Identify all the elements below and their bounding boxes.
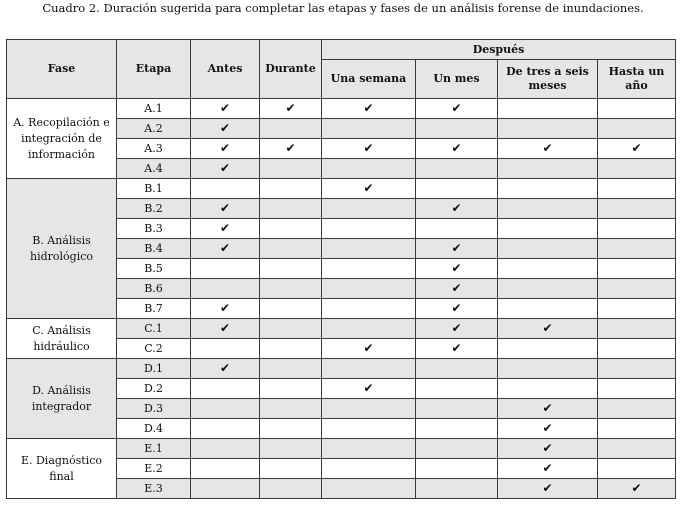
etapa-cell: A.1 [117, 99, 191, 119]
mark-cell [498, 359, 598, 379]
mark-cell [416, 99, 498, 119]
check-icon: ✔ [285, 141, 296, 155]
etapa-cell: B.2 [117, 199, 191, 219]
table-row [7, 99, 676, 119]
mark-cell [260, 259, 322, 279]
check-icon: ✔ [451, 101, 462, 115]
mark-cell [416, 139, 498, 159]
mark-cell [416, 379, 498, 399]
etapa-cell: B.7 [117, 299, 191, 319]
check-icon: ✔ [451, 301, 462, 315]
mark-cell [322, 319, 416, 339]
mark-cell [598, 159, 676, 179]
mark-cell [498, 319, 598, 339]
mark-cell [322, 119, 416, 139]
mark-cell [498, 399, 598, 419]
mark-cell [191, 419, 260, 439]
check-icon: ✔ [219, 121, 231, 135]
header-tres-seis-meses: De tres a seis meses [498, 60, 598, 99]
mark-cell [322, 239, 416, 259]
etapa-cell: E.2 [117, 459, 191, 479]
mark-cell [416, 339, 498, 359]
mark-cell [322, 299, 416, 319]
etapa-cell: D.2 [117, 379, 191, 399]
phase-cell: C. Análisis hidráulico [7, 319, 117, 359]
mark-cell [416, 199, 498, 219]
etapa-cell: B.6 [117, 279, 191, 299]
mark-cell [416, 119, 498, 139]
mark-cell [416, 319, 498, 339]
phase-cell: A. Recopilación e integración de información [7, 99, 117, 179]
mark-cell [598, 339, 676, 359]
mark-cell [598, 259, 676, 279]
phase-cell: D. Análisis integrador [7, 359, 117, 439]
mark-cell [416, 439, 498, 459]
mark-cell [598, 479, 676, 499]
mark-cell [598, 399, 676, 419]
mark-cell [598, 139, 676, 159]
mark-cell [191, 359, 260, 379]
mark-cell [191, 399, 260, 419]
mark-cell [498, 179, 598, 199]
check-icon: ✔ [219, 161, 231, 175]
mark-cell [598, 119, 676, 139]
mark-cell [191, 159, 260, 179]
check-icon: ✔ [542, 461, 553, 475]
mark-cell [598, 99, 676, 119]
check-icon: ✔ [219, 241, 231, 255]
mark-cell [322, 459, 416, 479]
mark-cell [260, 119, 322, 139]
mark-cell [416, 159, 498, 179]
mark-cell [260, 479, 322, 499]
check-icon: ✔ [451, 241, 462, 255]
mark-cell [498, 219, 598, 239]
mark-cell [260, 359, 322, 379]
mark-cell [322, 359, 416, 379]
check-icon: ✔ [363, 141, 374, 155]
check-icon: ✔ [285, 101, 296, 115]
mark-cell [598, 219, 676, 239]
check-icon: ✔ [219, 221, 231, 235]
mark-cell [416, 219, 498, 239]
mark-cell [191, 439, 260, 459]
header-hasta-un-ano: Hasta un año [598, 60, 676, 99]
check-icon: ✔ [542, 481, 553, 495]
check-icon: ✔ [451, 141, 462, 155]
table-row [7, 319, 676, 339]
etapa-cell: C.2 [117, 339, 191, 359]
phase-cell: B. Análisis hidrológico [7, 179, 117, 319]
table-row [7, 359, 676, 379]
mark-cell [598, 359, 676, 379]
mark-cell [416, 259, 498, 279]
etapa-cell: A.2 [117, 119, 191, 139]
check-icon: ✔ [542, 401, 553, 415]
check-icon: ✔ [219, 361, 231, 375]
mark-cell [498, 419, 598, 439]
table-body [7, 99, 676, 499]
mark-cell [498, 99, 598, 119]
mark-cell [191, 119, 260, 139]
check-icon: ✔ [451, 201, 462, 215]
mark-cell [416, 239, 498, 259]
table-row [7, 439, 676, 459]
mark-cell [260, 159, 322, 179]
etapa-cell: C.1 [117, 319, 191, 339]
table-row [7, 179, 676, 199]
mark-cell [191, 259, 260, 279]
mark-cell [598, 459, 676, 479]
mark-cell [260, 239, 322, 259]
mark-cell [416, 359, 498, 379]
mark-cell [260, 219, 322, 239]
check-icon: ✔ [219, 201, 231, 215]
mark-cell [416, 179, 498, 199]
mark-cell [260, 419, 322, 439]
mark-cell [416, 419, 498, 439]
mark-cell [322, 139, 416, 159]
duration-table [6, 39, 676, 499]
mark-cell [322, 439, 416, 459]
check-icon: ✔ [363, 181, 374, 195]
mark-cell [498, 119, 598, 139]
mark-cell [598, 239, 676, 259]
mark-cell [322, 379, 416, 399]
etapa-cell: B.4 [117, 239, 191, 259]
header-despues: Después [322, 40, 676, 60]
mark-cell [260, 319, 322, 339]
header-durante: Durante [260, 40, 322, 99]
mark-cell [260, 99, 322, 119]
mark-cell [498, 299, 598, 319]
mark-cell [498, 239, 598, 259]
check-icon: ✔ [219, 301, 231, 315]
check-icon: ✔ [451, 281, 462, 295]
etapa-cell: E.3 [117, 479, 191, 499]
mark-cell [598, 319, 676, 339]
etapa-cell: D.4 [117, 419, 191, 439]
check-icon: ✔ [219, 101, 231, 115]
phase-cell: E. Diagnóstico final [7, 439, 117, 499]
mark-cell [322, 479, 416, 499]
mark-cell [598, 299, 676, 319]
mark-cell [191, 299, 260, 319]
mark-cell [598, 279, 676, 299]
check-icon: ✔ [542, 321, 553, 335]
etapa-cell: E.1 [117, 439, 191, 459]
mark-cell [260, 299, 322, 319]
mark-cell [322, 399, 416, 419]
etapa-cell: D.3 [117, 399, 191, 419]
check-icon: ✔ [631, 141, 642, 155]
etapa-cell: B.1 [117, 179, 191, 199]
mark-cell [191, 179, 260, 199]
mark-cell [260, 199, 322, 219]
mark-cell [416, 399, 498, 419]
mark-cell [416, 459, 498, 479]
mark-cell [260, 279, 322, 299]
mark-cell [322, 339, 416, 359]
mark-cell [191, 379, 260, 399]
mark-cell [191, 459, 260, 479]
mark-cell [498, 199, 598, 219]
mark-cell [498, 439, 598, 459]
mark-cell [191, 339, 260, 359]
mark-cell [260, 179, 322, 199]
mark-cell [260, 139, 322, 159]
check-icon: ✔ [451, 261, 462, 275]
mark-cell [498, 339, 598, 359]
mark-cell [191, 479, 260, 499]
mark-cell [498, 279, 598, 299]
check-icon: ✔ [451, 341, 462, 355]
check-icon: ✔ [363, 381, 374, 395]
etapa-cell: A.4 [117, 159, 191, 179]
mark-cell [598, 179, 676, 199]
etapa-cell: A.3 [117, 139, 191, 159]
check-icon: ✔ [219, 141, 231, 155]
mark-cell [322, 159, 416, 179]
mark-cell [260, 399, 322, 419]
mark-cell [416, 299, 498, 319]
mark-cell [191, 279, 260, 299]
header-antes: Antes [191, 40, 260, 99]
mark-cell [498, 459, 598, 479]
mark-cell [416, 279, 498, 299]
mark-cell [416, 479, 498, 499]
etapa-cell: B.3 [117, 219, 191, 239]
mark-cell [260, 459, 322, 479]
etapa-cell: B.5 [117, 259, 191, 279]
mark-cell [260, 439, 322, 459]
mark-cell [322, 199, 416, 219]
header-una-semana: Una semana [322, 60, 416, 99]
etapa-cell: D.1 [117, 359, 191, 379]
mark-cell [191, 139, 260, 159]
mark-cell [498, 139, 598, 159]
table-caption: Cuadro 2. Duración sugerida para completar las etapas y fases de un análisis forense de inundaciones. [42, 1, 644, 15]
mark-cell [498, 479, 598, 499]
mark-cell [498, 379, 598, 399]
check-icon: ✔ [363, 341, 374, 355]
header-etapa: Etapa [117, 40, 191, 99]
mark-cell [598, 439, 676, 459]
mark-cell [498, 159, 598, 179]
mark-cell [191, 199, 260, 219]
mark-cell [191, 319, 260, 339]
mark-cell [322, 219, 416, 239]
mark-cell [191, 99, 260, 119]
check-icon: ✔ [542, 421, 553, 435]
mark-cell [598, 379, 676, 399]
mark-cell [322, 179, 416, 199]
mark-cell [498, 259, 598, 279]
check-icon: ✔ [451, 321, 462, 335]
mark-cell [598, 419, 676, 439]
header-fase: Fase [7, 40, 117, 99]
mark-cell [322, 419, 416, 439]
mark-cell [598, 199, 676, 219]
mark-cell [322, 259, 416, 279]
mark-cell [322, 279, 416, 299]
mark-cell [191, 239, 260, 259]
check-icon: ✔ [542, 141, 553, 155]
mark-cell [322, 99, 416, 119]
check-icon: ✔ [363, 101, 374, 115]
mark-cell [191, 219, 260, 239]
header-un-mes: Un mes [416, 60, 498, 99]
check-icon: ✔ [542, 441, 553, 455]
mark-cell [260, 339, 322, 359]
check-icon: ✔ [631, 481, 642, 495]
mark-cell [260, 379, 322, 399]
check-icon: ✔ [219, 321, 231, 335]
